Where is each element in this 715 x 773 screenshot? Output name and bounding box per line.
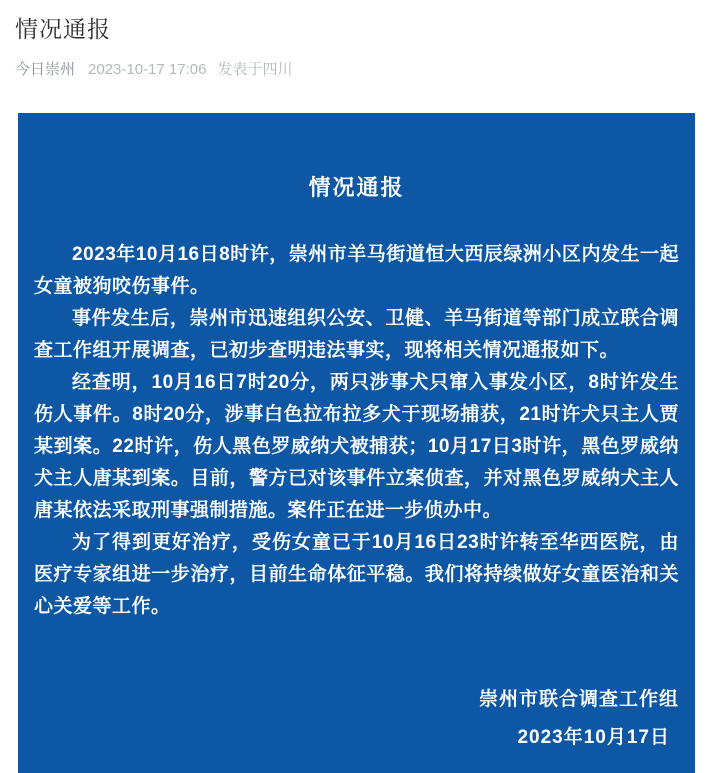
- notice-paragraph-4: 为了得到更好治疗，受伤女童已于10月16日23时许转至华西医院，由医疗专家组进一步治疗，目前生命体征平稳。我们将持续做好女童医治和关心关爱等工作。: [34, 532, 679, 617]
- notice-card: [18, 113, 695, 773]
- publish-location: 发表于四川: [217, 61, 293, 78]
- notice-title: 情况通报: [308, 175, 405, 200]
- article-header: [0, 0, 715, 80]
- notice-body: [34, 239, 679, 623]
- article-meta: [15, 60, 699, 80]
- signature-organization: 崇州市联合调查工作组: [478, 689, 679, 710]
- notice-paragraph-3: 经查明，10月16日7时20分，两只涉事犬只窜入事发小区，8时许发生伤人事件。8时20分，涉事白色拉布拉多犬于现场捕获，21时许犬只主人贾某到案。22时许，伤人黑色罗威纳犬被捕获；10月17日3时许，黑色罗威纳犬主人唐某到案。目前，警方已对该事件立案侦查，并对黑色罗威纳犬主人唐某依法采取刑事强制措施。案件正在进一步侦办中。: [34, 372, 679, 521]
- notice-paragraph-2: 事件发生后，崇州市迅速组织公安、卫健、羊马街道等部门成立联合调查工作组开展调查，已初步查明违法事实，现将相关情况通报如下。: [34, 308, 679, 361]
- page-title: 情况通报: [15, 16, 111, 42]
- signature-date: 2023年10月17日: [517, 727, 670, 748]
- signature-block: [34, 681, 679, 757]
- account-name-link[interactable]: 今日崇州: [15, 61, 76, 78]
- publish-timestamp: 2023-10-17 17:06: [88, 61, 207, 78]
- notice-paragraph-1: 2023年10月16日8时许，崇州市羊马街道恒大西辰绿洲小区内发生一起女童被狗咬伤事件。: [34, 244, 679, 297]
